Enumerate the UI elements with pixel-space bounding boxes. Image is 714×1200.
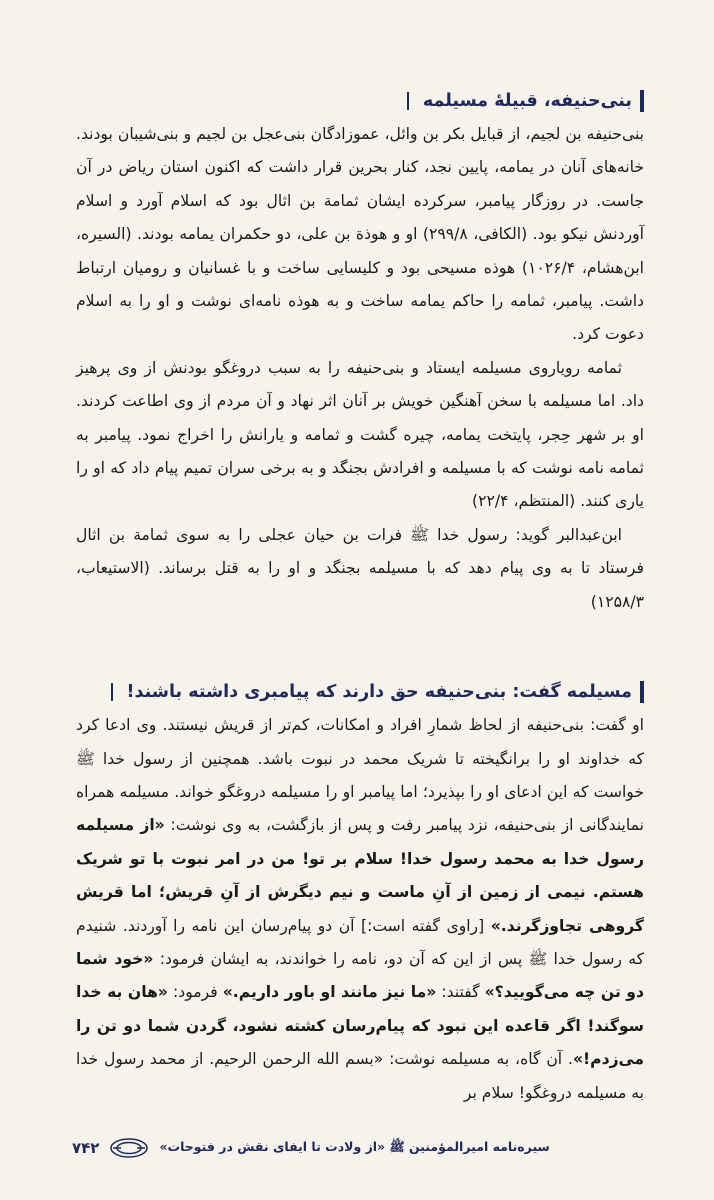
page-number: ۷۴۲ [72,1139,100,1157]
section-heading [76,675,644,709]
heading-tick [111,683,113,701]
quote-bold: «از مسیلمه رسول خدا به محمد رسول خدا! سلام بر تو! من در امر نبوت با تو شریک هستم. نیمی از زمین از آنِ ماست و نیم دیگرش از آنِ قریش؛ اما قریش گروهی تجاوزگرند.» [76,816,644,935]
paragraph: ثمامه رویاروی مسیلمه ایستاد و بنی‌حنیفه را به سبب دروغگو بودنش از وی پرهیز داد. اما مسیلمه با سخن آهنگین خویش بر آنان اثر نهاد و آن مردم از وی اطاعت کردند. او بر شهر حِجر، پایتخت یمامه، چیره گشت و ثمامه و یارانش را اخراج نمود. پیامبر به ثمامه نامه نوشت که با مسیلمه و افرادش بجنگد و به برخی سران تمیم پیام داد که او را یاری کنند. (المنتظم، ۲۲/۴) [76,358,644,511]
text-run: او گفت: بنی‌حنیفه از لحاظ شمارِ افراد و امکانات، کم‌تر از قریش نیستند. وی ادعا کرد که خداوند او را برانگیخته تا شریک محمد در نبوت باشد. همچنین از رسول خدا ﷺ خواست که این ادعای او را بپذیرد؛ اما پیامبر او را مسیلمه دروغگو خواند. مسیلمه همراه نمایندگانی از بنی‌حنیفه، نزد پیامبر رفت و پس از بازگشت، به وی نوشت: [76,716,644,835]
text-run: گفتند: [436,983,485,1002]
section-title-banihanifa: بنی‌حنیفه، قبیلهٔ مسیلمه [422,91,632,111]
text-run: فرمود: [167,983,223,1002]
section-title-musaylima: مسیلمه گفت: بنی‌حنیفه حق دارند که پیامبری داشته باشند! [126,682,632,703]
heading-bar [640,681,644,703]
book-title: سیره‌نامه امیرالمؤمنین ﷺ «از ولادت تا ایفای نقش در فتوحات» [159,1138,550,1154]
quote-bold: «ما نیز مانند او باور داریم.» [222,983,437,1002]
text-run: [راوی گفته است:] آن دو پیام‌رسان این نامه را آوردند. شنیدم که رسول خدا ﷺ پس از این که آن دو، نامه را خواندند، به ایشان فرمود: [76,916,644,968]
page-footer [72,1137,644,1159]
heading-bar [640,90,644,112]
ornament-logo-icon [109,1137,149,1159]
quote-bold: «هان به خدا سوگند! اگر قاعده این نبود که پیام‌رسان کشته نشود، گردن شما دو تن را می‌زدم!» [76,983,644,1069]
heading-tick [407,92,409,110]
text-run: . آن گاه، به مسیلمه نوشت: «بسم الله الرحمن الرحیم. از محمد رسول خدا به مسیلمه دروغگو! سلام بر [76,1050,644,1102]
quote-bold: «خود شما دو تن چه می‌گویید؟» [76,949,645,1002]
section-heading [76,84,644,118]
paragraph: ابن‌عبدالبر گوید: رسول خدا ﷺ فرات بن حیان عجلی را به سوی ثمامة بن اثال فرستاد تا به وی پیام دهد که با مسیلمه بجنگد و او را به قتل برساند. (الاستیعاب، ۱۲۵۸/۳) [76,525,644,611]
paragraph: بنی‌حنیفه بن لجیم، از قبایل بکر بن وائل، عموزادگان بنی‌عجل بن لجیم و بنی‌شیبان بودند. خانه‌های آنان در یمامه، پایین نجد، کنار بحرین قرار داشت که اکنون استان ریاض در آن جاست. در روزگار پیامبر، سرکرده ایشان ثمامة بن اثال بود که اسلام آورد و اسلام آوردنش نیکو بود. (الکافی، ۲۹۹/۸) او و هوذة بن علی، دو حکمران یمامه بودند. (السیره، ابن‌هشام، ۱۰۲۶/۴) هوذه مسیحی بود و کلیسایی ساخت و با غسانیان و رومیان ارتباط داشت. پیامبر، ثمامه را حاکم یمامه ساخت و به هوذه نامه‌ای نوشت و او را به اسلام دعوت کرد. [76,125,645,344]
paragraph [76,709,644,1110]
